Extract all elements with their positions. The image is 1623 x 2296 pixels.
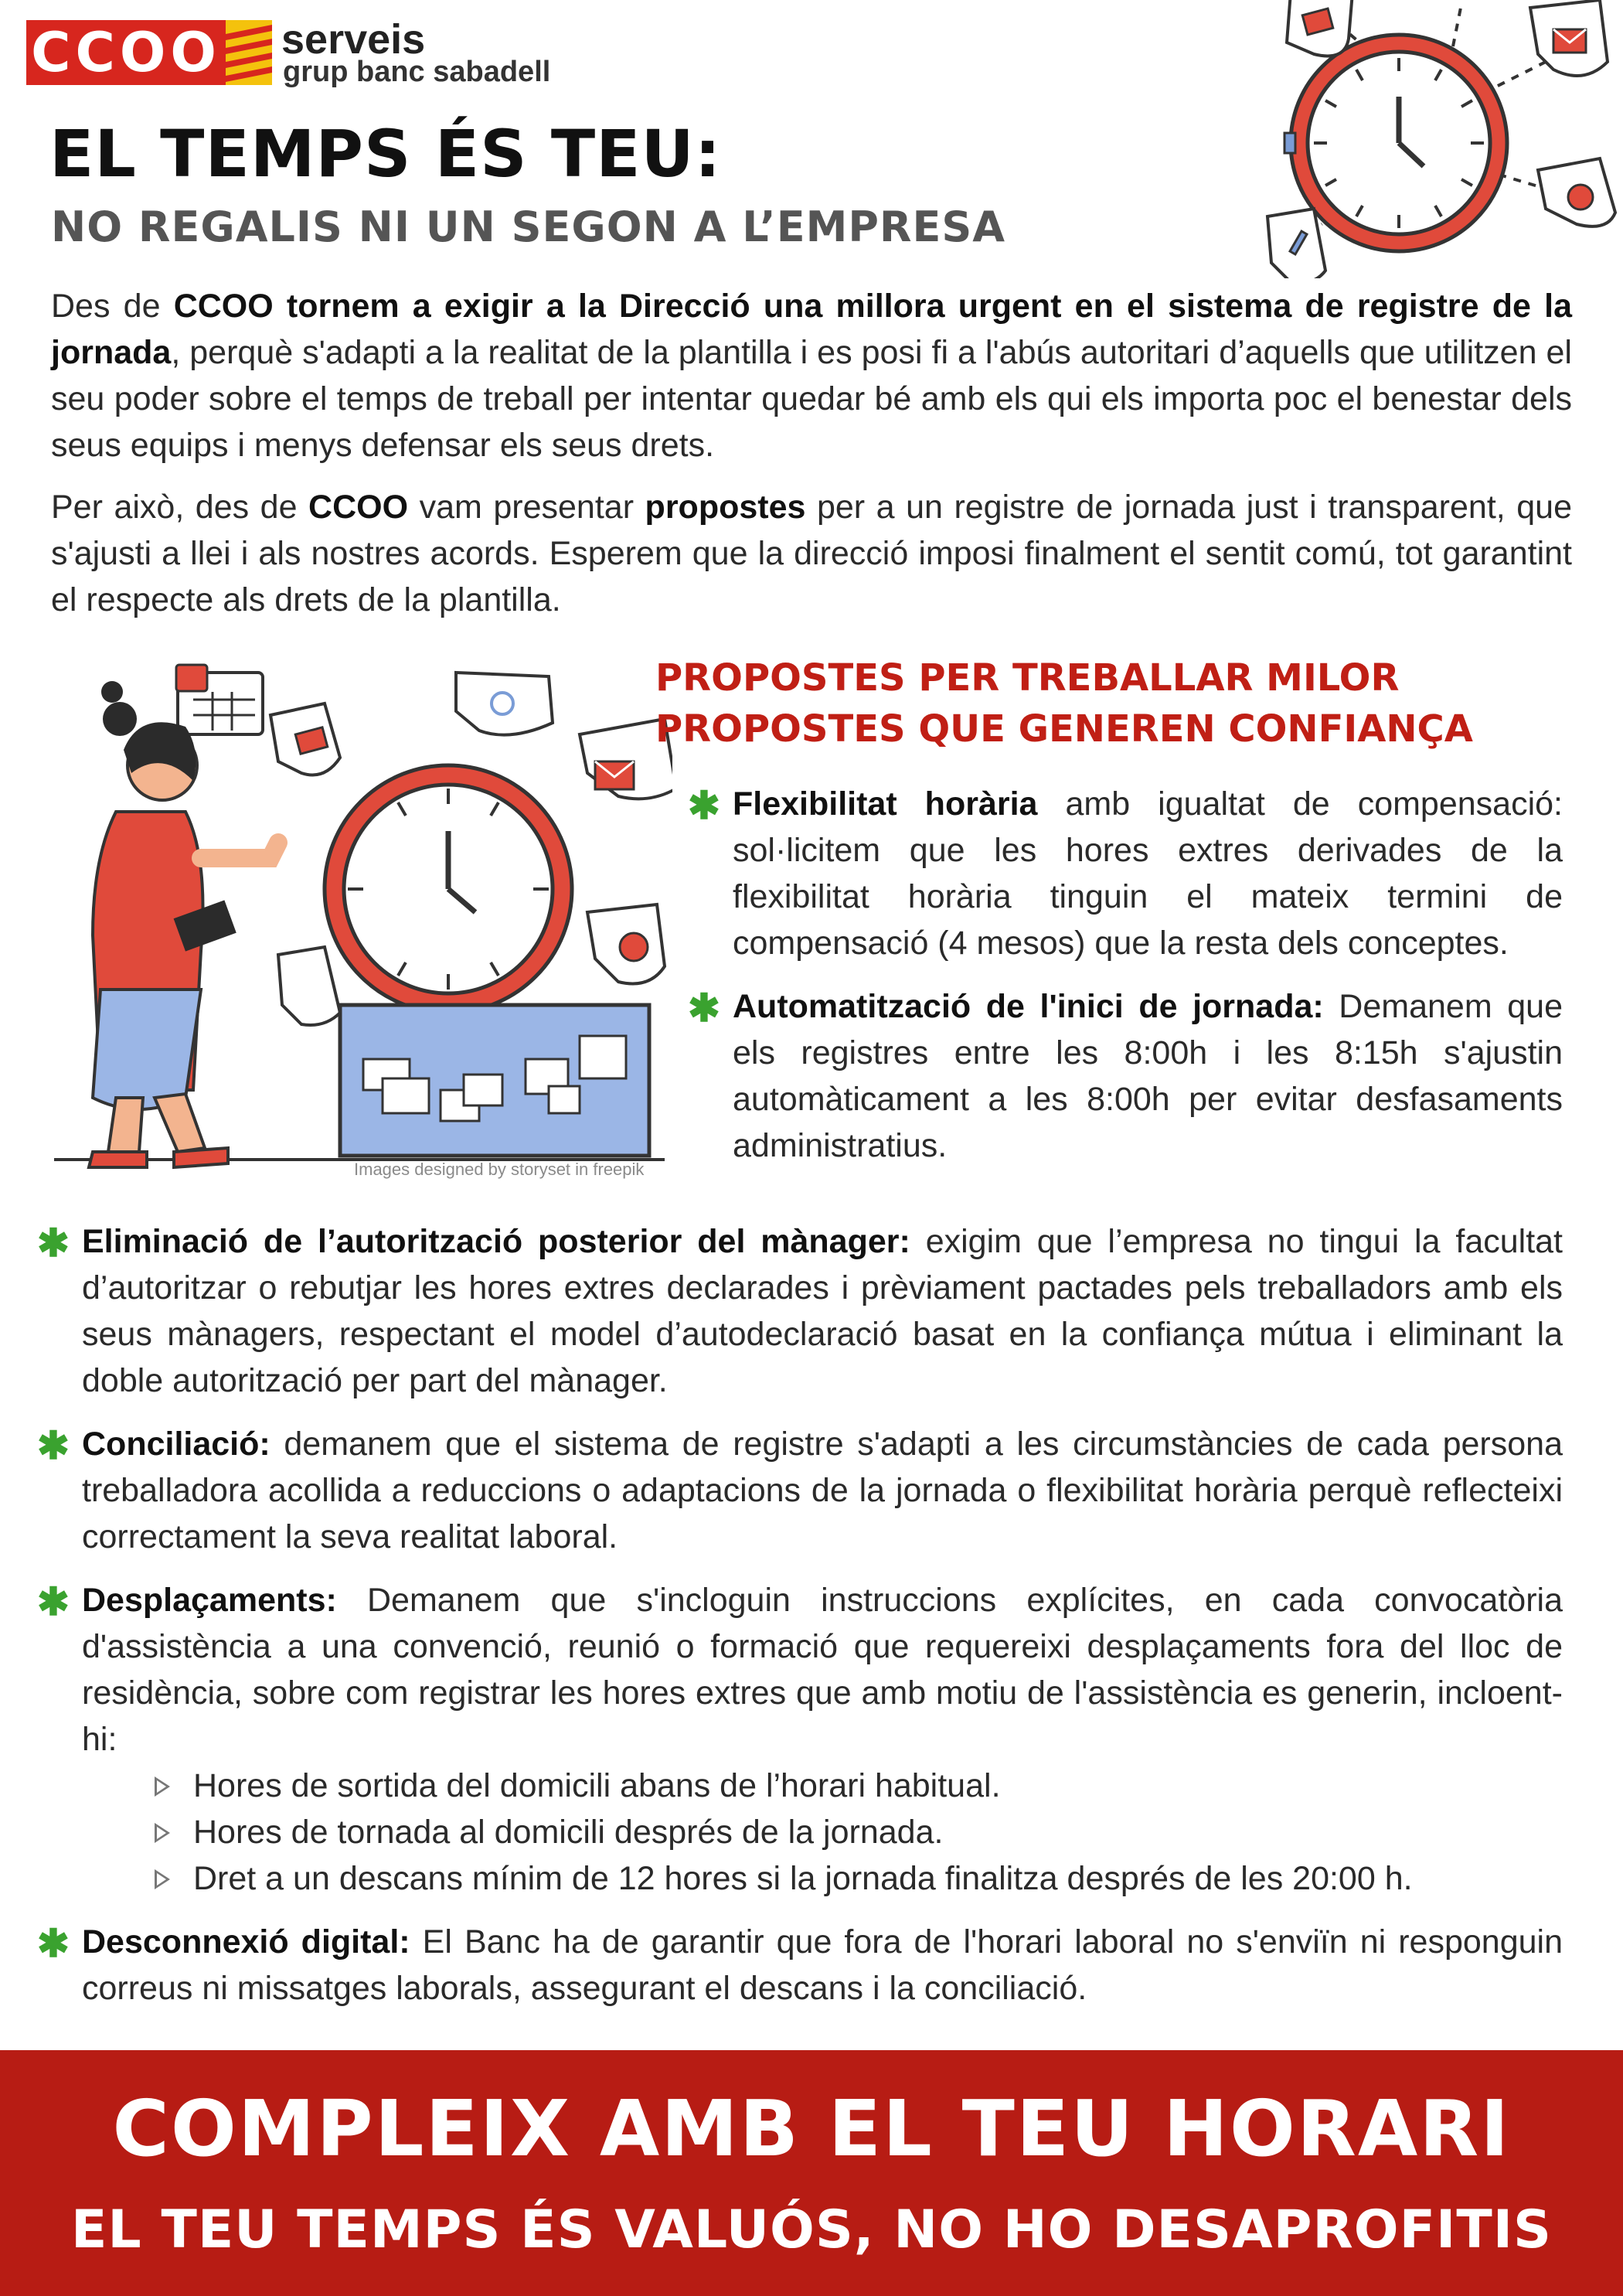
ccoo-logo — [26, 16, 583, 90]
bullet-asterisk-icon: ✱ — [37, 1424, 70, 1467]
bullet-asterisk-icon: ✱ — [37, 1221, 70, 1265]
proposals-right-column — [688, 781, 1563, 1186]
bullet-asterisk-icon: ✱ — [688, 986, 720, 1030]
triangle-bullet-icon — [155, 1869, 170, 1889]
proposal-item-conciliation — [37, 1421, 1563, 1560]
bullet-asterisk-icon: ✱ — [688, 784, 720, 827]
item-bold: Conciliació: — [82, 1426, 270, 1463]
intro1-text-a: Des de — [51, 288, 174, 325]
illustration-credit: Images designed by storyset in freepik — [354, 1160, 645, 1179]
catalan-flag-icon — [226, 20, 272, 85]
item-text: El Banc ha de garantir que fora de l'horari laboral no s'enviïn ni responguin correus ni missatges laborals, assegurant el descans i la conciliació. — [82, 1923, 1563, 2007]
bullet-asterisk-icon: ✱ — [37, 1922, 70, 1965]
proposals-title-line-1: PROPOSTES PER TREBALLAR MILOR — [655, 656, 1400, 700]
item-bold: Desconnexió digital: — [82, 1923, 410, 1960]
logo-text: CCOO — [31, 21, 221, 84]
item-text: amb igualtat de compensació: sol·licitem que les hores extres derivades de la flexibilitat horària tinguin el mateix termini de compensació (4 mesos) que la resta dels conceptes. — [733, 785, 1563, 962]
triangle-bullet-icon — [155, 1777, 170, 1797]
item-bold: Eliminació de l’autorització posterior del mànager: — [82, 1223, 910, 1260]
subitem — [155, 1809, 1563, 1855]
item-bold: Flexibilitat horària — [733, 785, 1038, 823]
subitem-text: Hores de tornada al domicili després de la jornada. — [193, 1814, 944, 1851]
subitem-text: Dret a un descans mínim de 12 hores si la jornada finalitza després de les 20:00 h. — [193, 1860, 1413, 1897]
triangle-bullet-icon — [155, 1823, 170, 1843]
proposals-title-line-2: PROPOSTES QUE GENEREN CONFIANÇA — [655, 707, 1473, 751]
proposals-title — [655, 652, 1473, 755]
item-bold: Automatització de l'inici de jornada: — [733, 988, 1324, 1025]
intro-paragraph-1 — [51, 283, 1572, 468]
logo-subname: grup banc sabadell — [283, 56, 551, 88]
subitem-text: Hores de sortida del domicili abans de l’horari habitual. — [193, 1767, 1001, 1804]
item-text: exigim que l’empresa no tingui la facultat d’autoritzar o rebutjar les hores extres declarades i prèviament pactades pels treballadors amb els seus mànagers, respectant el model d’autodeclaració basat en la confiança mútua i eliminant la doble autorització per part del mànager. — [82, 1223, 1563, 1399]
footer-subheadline: EL TEU TEMPS ÉS VALUÓS, NO HO DESAPROFITIS — [70, 2199, 1553, 2260]
proposals-full-width — [37, 1218, 1563, 2029]
proposal-item-flexibility — [688, 781, 1563, 966]
bullet-asterisk-icon: ✱ — [37, 1580, 70, 1623]
subitem — [155, 1855, 1563, 1902]
travel-subitems — [82, 1763, 1563, 1902]
page-subtitle: NO REGALIS NI UN SEGON A L’EMPRESA — [51, 203, 1006, 251]
item-text: demanem que el sistema de registre s'adapti a les circumstàncies de cada persona treballadora acollida a reduccions o adaptacions de la jornada o flexibilitat horària perquè reflecteixi correctament la seva realitat laboral. — [82, 1426, 1563, 1555]
woman-clock-illustration — [46, 657, 672, 1198]
intro2-text-b: vam presentar — [408, 489, 645, 526]
page-title: EL TEMPS ÉS TEU: — [49, 116, 722, 192]
proposal-item-digital-disconnection — [37, 1919, 1563, 2012]
footer-headline: COMPLEIX AMB EL TEU HORARI — [112, 2083, 1511, 2174]
item-bold: Desplaçaments: — [82, 1582, 337, 1619]
item-text: Demanem que s'incloguin instruccions explícites, en cada convocatòria d'assistència a una convenció, reunió o formació que requereixi desplaçaments fora del lloc de residència, sobre com registrar les hores extres que amb motiu de l'assistència es generin, incloent-hi: — [82, 1582, 1563, 1758]
intro-paragraph-2 — [51, 484, 1572, 623]
logo-name: serveis — [281, 16, 426, 63]
intro2-bold-b: propostes — [645, 489, 806, 526]
clock-illustration-top — [1221, 0, 1623, 278]
proposal-item-manager-authorization — [37, 1218, 1563, 1404]
intro2-text-c: per a un registre de jornada just i transparent, que s'ajusti a llei i als nostres acords. Esperem que la direcció imposi finalment el sentit comú, tot garantint el respecte als drets de la plantilla. — [51, 489, 1572, 618]
logo-red-box — [26, 20, 226, 85]
proposal-item-automation — [688, 983, 1563, 1169]
intro1-text-b: , perquè s'adapti a la realitat de la plantilla i es posi fi a l'abús autoritari d’aquells que utilitzen el seu poder sobre el temps de treball per intentar quedar bé amb els qui els importa poc el benestar dels seus equips i menys defensar els seus drets. — [51, 334, 1572, 464]
intro1-bold: CCOO tornem a exigir a la Direcció una millora urgent en el sistema de registre de la jornada — [51, 288, 1572, 371]
item-text: Demanem que els registres entre les 8:00h i les 8:15h s'ajustin automàticament a les 8:00h per evitar desfasaments administratius. — [733, 988, 1563, 1164]
intro2-bold-a: CCOO — [308, 489, 409, 526]
subitem — [155, 1763, 1563, 1809]
intro2-text-a: Per això, des de — [51, 489, 309, 526]
proposal-item-travel — [37, 1577, 1563, 1902]
